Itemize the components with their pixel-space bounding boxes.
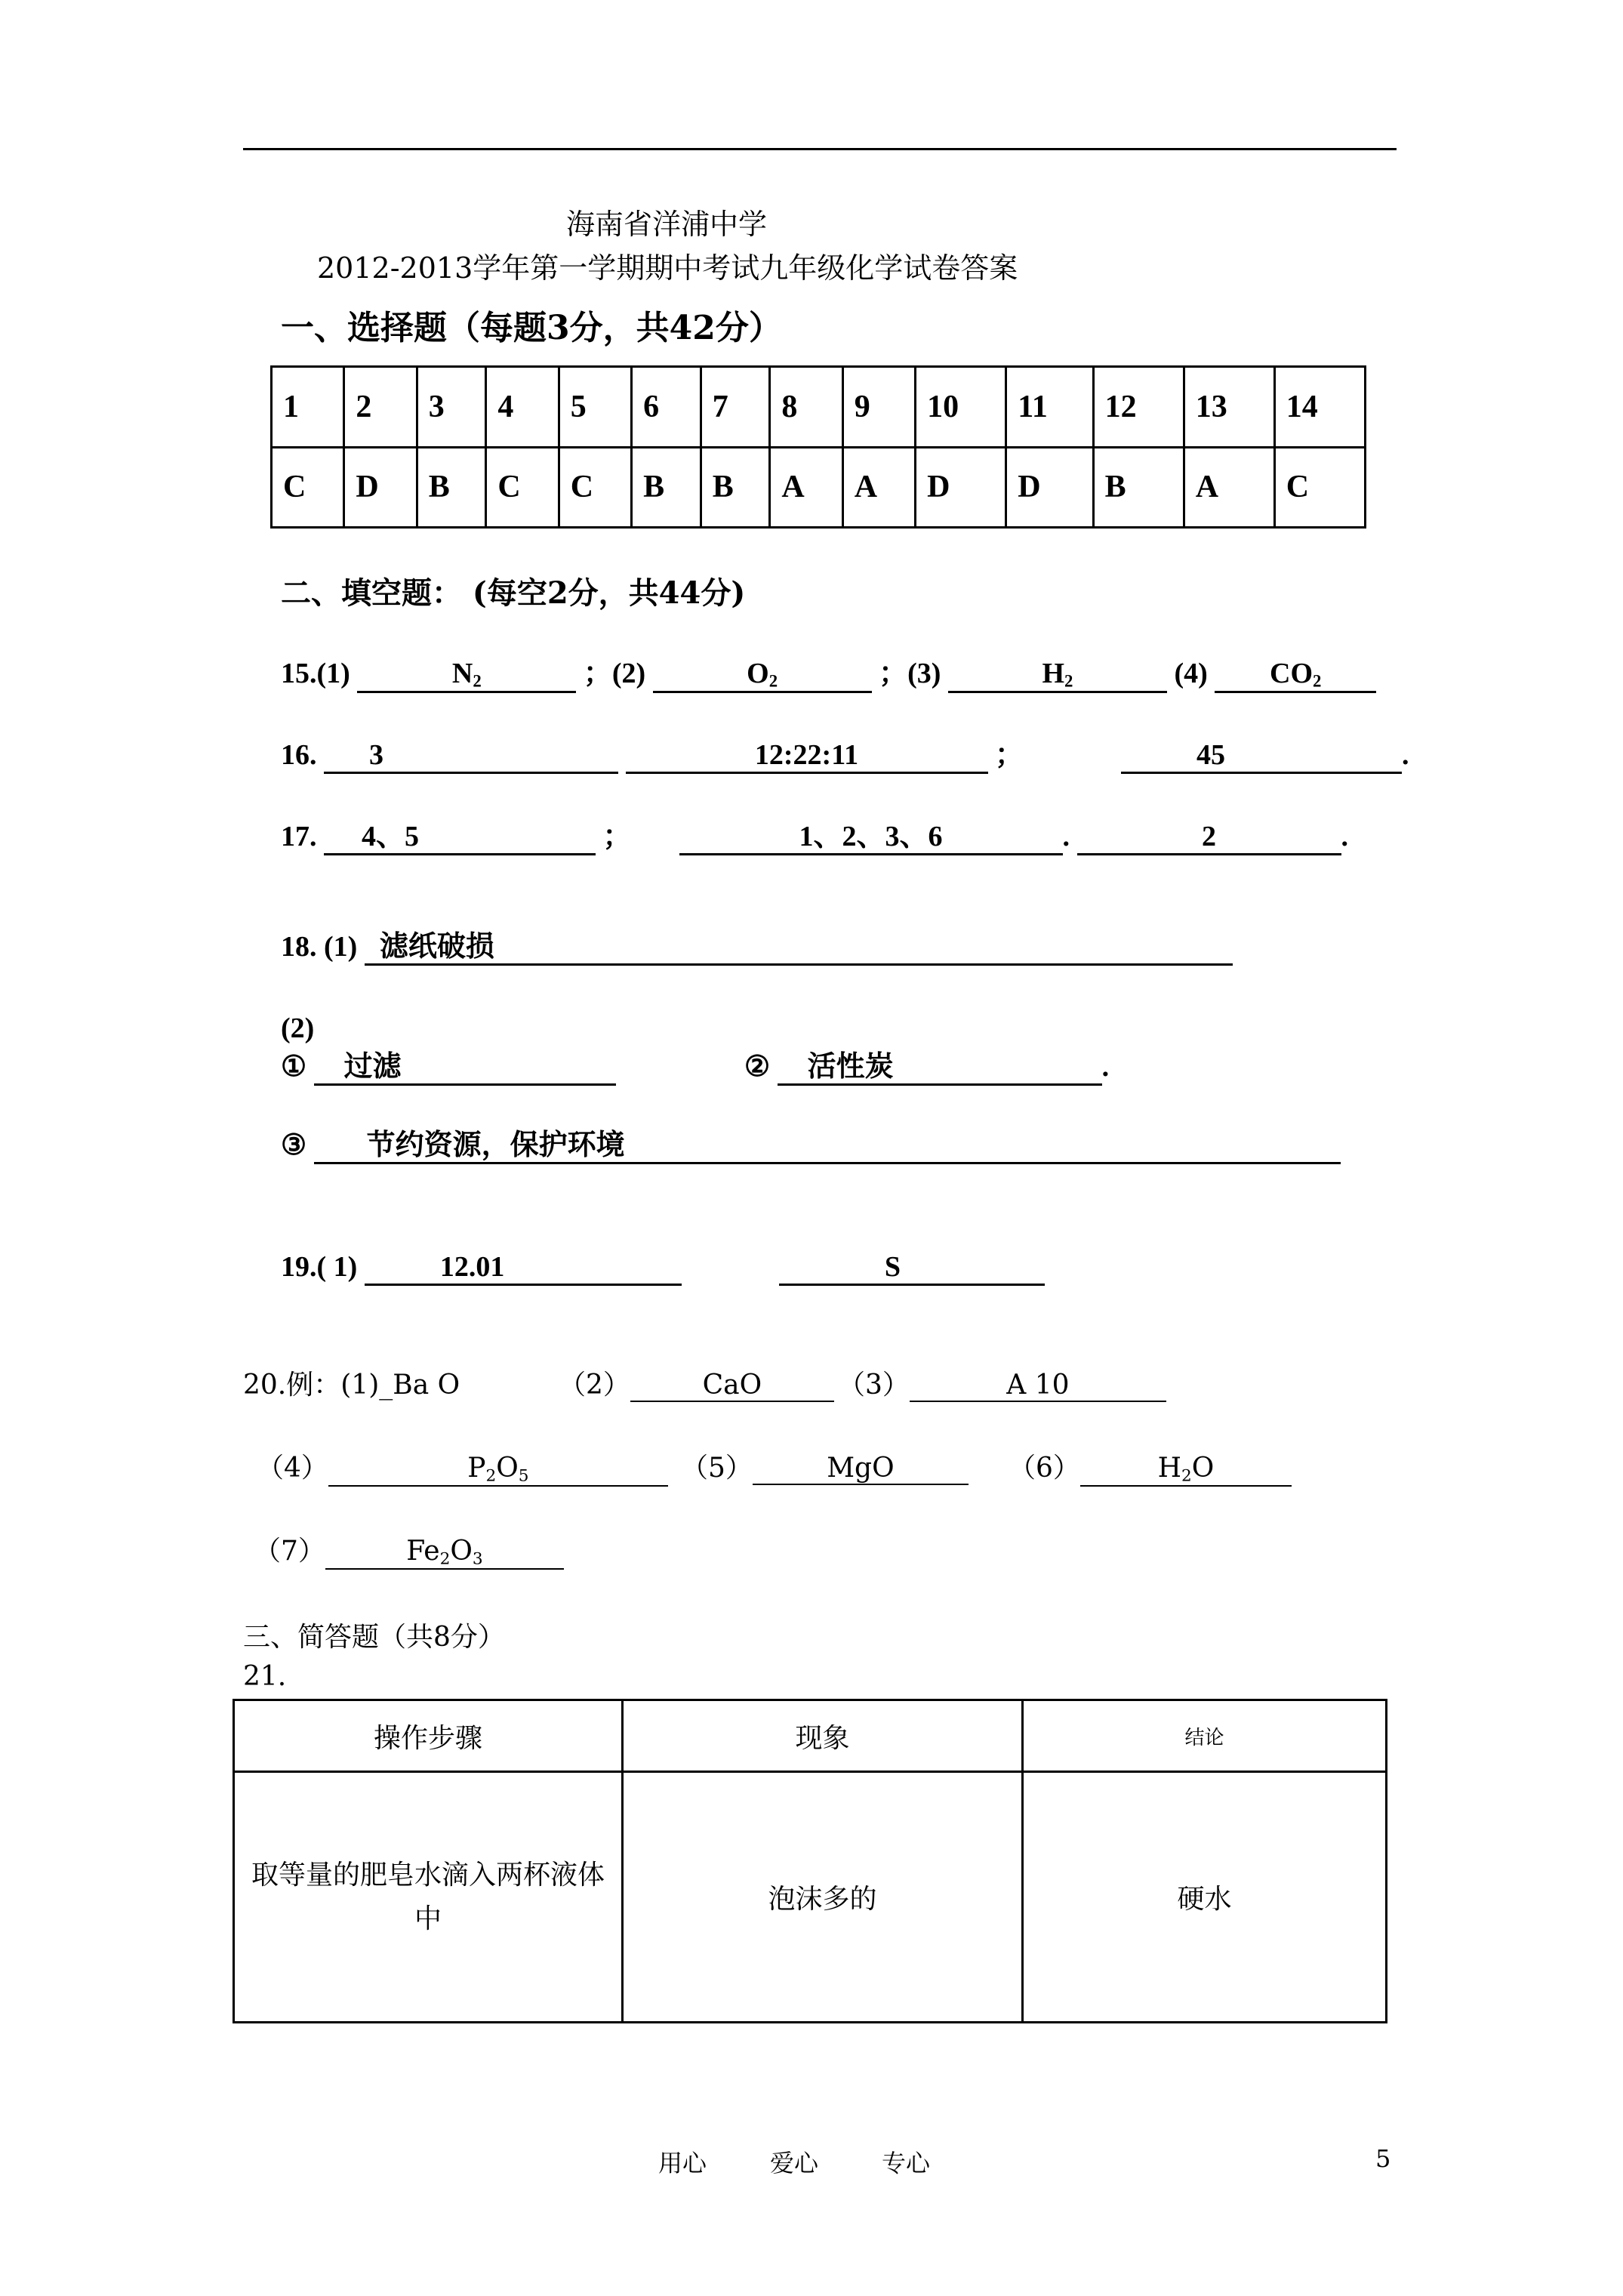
answer-cell: D — [344, 447, 417, 528]
q16-label: 16. — [281, 739, 317, 771]
answer-cell: B — [1093, 447, 1184, 528]
q18-answer-2: 过滤 — [314, 1052, 616, 1086]
q20-answer-7: $Fe_2O_3$ — [325, 1536, 564, 1570]
question-number: 3 — [417, 367, 486, 448]
column-header-phenomenon: 现象 — [623, 1700, 1023, 1772]
q19-answer-1: 12.01 — [365, 1252, 682, 1286]
q15-answer-1: $N_2$ — [357, 658, 576, 693]
q15-label: 15.(1) — [281, 658, 350, 689]
q17-answer-2: 1、2、3、6 — [679, 821, 1063, 855]
q19-label: 19.( 1) — [281, 1251, 358, 1283]
answer-cell: D — [1006, 447, 1093, 528]
q20-answer-4: $P_2O_5$ — [328, 1453, 668, 1487]
q16-sep: ； — [995, 739, 1024, 771]
answer-cell: B — [417, 447, 486, 528]
q21-label: 21. — [243, 1661, 287, 1692]
table-row — [234, 1772, 1387, 2023]
q18-item-2: ② 活性炭 . — [744, 1049, 1109, 1086]
q16-answer-3: 45 — [1121, 740, 1402, 774]
q20-item-7: （7） $Fe_2O_3$ — [254, 1530, 564, 1570]
q20-answer-6: $H_2O$ — [1080, 1453, 1292, 1487]
q20-answer-5: MgO — [753, 1453, 969, 1485]
circle-one-marker: ① — [281, 1051, 307, 1083]
q20-item-3: （3） A 10 — [838, 1364, 1166, 1402]
q20-item-5: （5） MgO — [681, 1447, 969, 1485]
question-16: 16. 3 12:22:11 ； 45 . — [281, 731, 1409, 774]
q15-sep-1: ；(2) — [583, 658, 646, 689]
q20-item-2: （2） CaO — [559, 1364, 834, 1402]
cell-steps: 取等量的肥皂水滴入两杯液体中 — [234, 1772, 623, 2023]
q15-sep-2: ；(3) — [879, 658, 941, 689]
q20-item-4: （4） $P_2O_5$ — [257, 1447, 668, 1487]
circle-two-marker: ② — [744, 1051, 771, 1083]
question-number: 13 — [1184, 367, 1274, 448]
question-number: 7 — [701, 367, 770, 448]
question-number: 5 — [559, 367, 631, 448]
q20-answer-3: A 10 — [910, 1370, 1166, 1402]
answer-cell: C — [272, 447, 344, 528]
table-row — [272, 447, 1366, 528]
question-number: 14 — [1274, 367, 1365, 448]
q17-sep: ； — [602, 821, 632, 852]
q18-label: 18. (1) — [281, 931, 358, 963]
table-row — [272, 367, 1366, 448]
q17-label: 17. — [281, 821, 317, 852]
question-number: 11 — [1006, 367, 1093, 448]
q18-part-2-label: (2) — [281, 1012, 315, 1044]
footer-word-3: 专心 — [882, 2149, 931, 2177]
cell-phenomenon: 泡沫多的 — [623, 1772, 1023, 2023]
question-18-part-1 — [281, 930, 1233, 966]
question-number: 8 — [770, 367, 842, 448]
answer-cell: A — [842, 447, 915, 528]
question-19 — [281, 1250, 1045, 1286]
answer-cell: C — [559, 447, 631, 528]
q15-answer-4: $CO_2$ — [1215, 658, 1376, 693]
q18-answer-4: 节约资源，保护环境 — [314, 1130, 1341, 1164]
q15-answer-2: $O_2$ — [653, 658, 872, 693]
q18-answer-1: 滤纸破损 — [365, 932, 1233, 966]
question-number: 12 — [1093, 367, 1184, 448]
question-17: 17. 4、5 ； 1、2、3、6 . 2 . — [281, 812, 1348, 855]
table-header-row — [234, 1700, 1387, 1772]
question-number: 10 — [916, 367, 1006, 448]
exam-title: 2012-2013学年第一学期期中考试九年级化学试卷答案 — [317, 251, 1018, 285]
q17-answer-1: 4、5 — [324, 821, 596, 855]
circle-three-marker: ③ — [281, 1130, 307, 1161]
column-header-steps: 操作步骤 — [234, 1700, 623, 1772]
section2-heading: 二、填空题： (每空2分，共44分) — [281, 575, 746, 611]
section1-heading: 一、选择题（每题3分，共42分） — [281, 309, 782, 347]
cell-conclusion: 硬水 — [1023, 1772, 1387, 2023]
q20-item-6: （6） $H_2O$ — [1009, 1447, 1292, 1487]
q15-sep-3: (4) — [1174, 658, 1208, 689]
q16-answer-1: 3 — [324, 740, 618, 774]
q15-answer-3: $H_2$ — [948, 658, 1167, 693]
header-rule — [243, 148, 1397, 150]
q20-answer-2: CaO — [630, 1370, 834, 1402]
footer-word-1: 用心 — [658, 2149, 707, 2177]
answer-cell: B — [701, 447, 770, 528]
answer-cell: D — [916, 447, 1006, 528]
section3-heading: 三、简答题（共8分） — [243, 1622, 505, 1653]
q18-item-3 — [281, 1128, 1341, 1164]
question-number: 1 — [272, 367, 344, 448]
q17-answer-3: 2 — [1077, 821, 1341, 855]
question-number: 2 — [344, 367, 417, 448]
q19-answer-2: S — [779, 1252, 1045, 1286]
answer-cell: B — [632, 447, 701, 528]
q20-example: 20.例：(1)_Ba O — [243, 1370, 460, 1401]
multiple-choice-table — [270, 365, 1366, 529]
footer-word-2: 爱心 — [770, 2149, 819, 2177]
answer-cell: A — [1184, 447, 1274, 528]
experiment-table — [233, 1699, 1387, 2023]
q16-answer-2: 12:22:11 — [626, 740, 988, 774]
question-15 — [281, 649, 1376, 693]
question-number: 4 — [486, 367, 559, 448]
answer-cell: C — [486, 447, 559, 528]
question-number: 6 — [632, 367, 701, 448]
q18-item-1 — [281, 1049, 616, 1086]
q18-answer-3: 活性炭 — [778, 1052, 1102, 1086]
school-name: 海南省洋浦中学 — [566, 208, 768, 241]
column-header-conclusion: 结论 — [1023, 1700, 1387, 1772]
page-number: 5 — [1375, 2144, 1391, 2173]
answer-cell: C — [1274, 447, 1365, 528]
answer-cell: A — [770, 447, 842, 528]
question-number: 9 — [842, 367, 915, 448]
